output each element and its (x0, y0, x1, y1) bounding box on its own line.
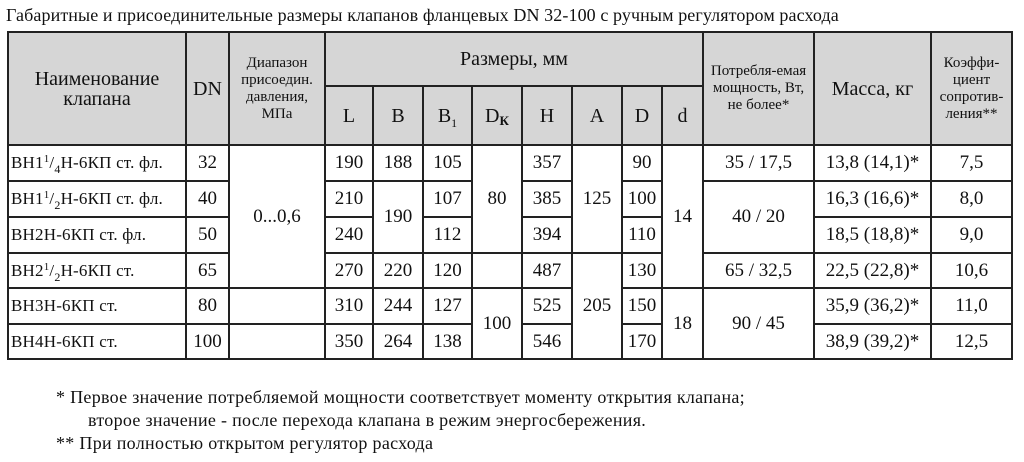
cell-H: 546 (522, 324, 572, 359)
cell-dn: 50 (186, 217, 229, 253)
cell-L: 210 (325, 181, 373, 217)
cell-B: 188 (373, 145, 423, 181)
header-H: H (522, 86, 572, 145)
cell-pressure (229, 324, 325, 359)
table-title: Габаритные и присоединительные размеры клапанов фланцевых DN 32-100 с ручным регулятором расхода (6, 5, 839, 25)
cell-d: 18 (662, 288, 703, 359)
cell-d: 14 (662, 145, 703, 288)
footnote-coef: ** При полностью открытом регулятор расхода (56, 433, 434, 453)
cell-mass: 35,9 (36,2)* (814, 288, 931, 324)
cell-coef: 9,0 (931, 217, 1012, 253)
cell-A: 125 (572, 145, 622, 253)
cell-H: 357 (522, 145, 572, 181)
cell-B: 190 (373, 181, 423, 253)
header-row-1 (8, 32, 1012, 86)
cell-B: 264 (373, 324, 423, 359)
header-pressure: Диапазон присоедин. давления, МПа (229, 32, 325, 145)
cell-mass: 13,8 (14,1)* (814, 145, 931, 181)
cell-B1: 120 (423, 253, 472, 288)
header-A: A (572, 86, 622, 145)
cell-L: 270 (325, 253, 373, 288)
header-power: Потребля-емая мощность, Вт, не более* (703, 32, 814, 145)
cell-coef: 7,5 (931, 145, 1012, 181)
cell-power: 65 / 32,5 (703, 253, 814, 288)
header-D: D (622, 86, 662, 145)
cell-D: 150 (622, 288, 662, 324)
cell-B1: 127 (423, 288, 472, 324)
valve-name: $ВН2^1/_2Н-6КП$ ст. (8, 253, 186, 288)
cell-H: 525 (522, 288, 572, 324)
cell-pressure (229, 288, 325, 324)
cell-pressure: 0...0,6 (229, 145, 325, 288)
cell-L: 310 (325, 288, 373, 324)
valve-name: $ВН1^1/_4Н-6КП$ ст. фл. (8, 145, 186, 181)
header-sizes: Размеры, мм (325, 32, 703, 86)
valve-name: $ВН1^1/_2Н-6КП$ ст. фл. (8, 181, 186, 217)
cell-coef: 8,0 (931, 181, 1012, 217)
cell-D: 90 (622, 145, 662, 181)
cell-coef: 11,0 (931, 288, 1012, 324)
cell-power: 90 / 45 (703, 288, 814, 359)
cell-B: 220 (373, 253, 423, 288)
cell-A: 205 (572, 253, 622, 359)
cell-dn: 65 (186, 253, 229, 288)
header-name: Наименование клапана (8, 32, 186, 145)
cell-Dk: 80 (472, 145, 522, 253)
cell-B1: 107 (423, 181, 472, 217)
cell-dn: 40 (186, 181, 229, 217)
cell-Dk (472, 253, 522, 288)
cell-dn: 32 (186, 145, 229, 181)
cell-mass: 18,5 (18,8)* (814, 217, 931, 253)
valve-name: ВН3Н-6КП ст. (8, 288, 186, 324)
header-B: B (373, 86, 423, 145)
cell-D: 100 (622, 181, 662, 217)
cell-D: 110 (622, 217, 662, 253)
valve-dimensions-table (7, 31, 1013, 360)
cell-mass: 22,5 (22,8)* (814, 253, 931, 288)
cell-dn: 100 (186, 324, 229, 359)
table-row (8, 288, 1012, 324)
cell-H: 394 (522, 217, 572, 253)
footnote-power-cont: второе значение - после перехода клапана в режим энергосбережения. (88, 410, 647, 430)
header-mass: Масса, кг (814, 32, 931, 145)
cell-dn: 80 (186, 288, 229, 324)
cell-L: 190 (325, 145, 373, 181)
cell-Dk: 100 (472, 288, 522, 359)
table-row (8, 145, 1012, 181)
valve-name: ВН4Н-6КП ст. (8, 324, 186, 359)
cell-power: 40 / 20 (703, 181, 814, 253)
header-dn: DN (186, 32, 229, 145)
valve-name: ВН2Н-6КП ст. фл. (8, 217, 186, 253)
cell-L: 350 (325, 324, 373, 359)
cell-coef: 12,5 (931, 324, 1012, 359)
cell-coef: 10,6 (931, 253, 1012, 288)
header-coef: Коэффи-циент сопротив-ления** (931, 32, 1012, 145)
cell-B1: 105 (423, 145, 472, 181)
table-row (8, 253, 1012, 288)
header-Dk: DК (472, 86, 522, 145)
header-d: d (662, 86, 703, 145)
cell-power: 35 / 17,5 (703, 145, 814, 181)
cell-B1: 138 (423, 324, 472, 359)
cell-L: 240 (325, 217, 373, 253)
footnotes (56, 386, 745, 455)
cell-H: 385 (522, 181, 572, 217)
cell-H: 487 (522, 253, 572, 288)
header-B1: $B_1$ (423, 86, 472, 145)
cell-D: 170 (622, 324, 662, 359)
cell-B1: 112 (423, 217, 472, 253)
cell-D: 130 (622, 253, 662, 288)
header-L: L (325, 86, 373, 145)
cell-B: 244 (373, 288, 423, 324)
cell-mass: 16,3 (16,6)* (814, 181, 931, 217)
footnote-power: * Первое значение потребляемой мощности соответствует моменту открытия клапана; (56, 387, 745, 407)
cell-mass: 38,9 (39,2)* (814, 324, 931, 359)
